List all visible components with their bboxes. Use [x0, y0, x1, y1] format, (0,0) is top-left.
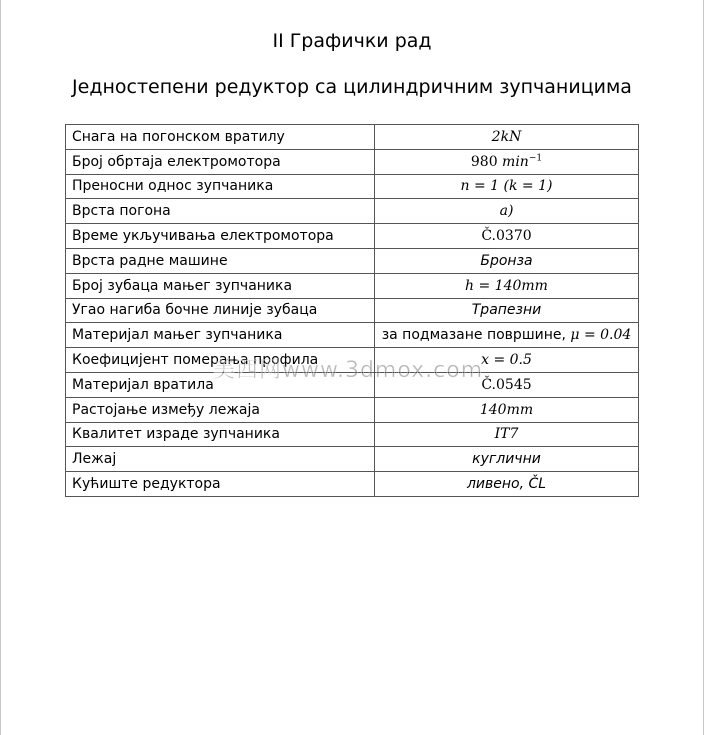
parameter-value-text: Č.0370	[481, 228, 532, 245]
parameter-label: Угао нагиба бочне линије зубаца	[66, 298, 375, 323]
parameter-label: Кућиште редуктора	[66, 472, 375, 497]
parameter-label: Коефицијент померања профила	[66, 348, 375, 373]
parameter-label: Материјал мањег зупчаника	[66, 323, 375, 348]
document-subtitle: Једностепени редуктор са цилиндричним зупчаницима	[72, 76, 632, 98]
parameter-value	[375, 298, 639, 323]
watermark: 美西网www.3dmox.com	[213, 358, 484, 383]
table-row	[66, 273, 639, 298]
table-row	[66, 174, 639, 199]
parameter-value-exponent: −1	[528, 153, 543, 164]
parameter-value	[375, 149, 639, 174]
parameter-label: Снага на погонском вратилу	[66, 125, 375, 150]
parameter-value	[375, 397, 639, 422]
table-row	[66, 348, 639, 373]
table-row	[66, 472, 639, 497]
parameter-value-text: IT7	[494, 426, 519, 443]
parameter-value-text: 2kN	[491, 128, 522, 145]
document-title: II Графички рад	[272, 30, 432, 52]
table-row	[66, 298, 639, 323]
parameter-label: Време укључивања електромотора	[66, 224, 375, 249]
table-row	[66, 447, 639, 472]
parameter-value-text: n = 1 (k = 1)	[460, 178, 553, 195]
parameter-value-text: 980	[470, 153, 503, 170]
table-row	[66, 323, 639, 348]
parameter-value	[375, 174, 639, 199]
table-row	[66, 199, 639, 224]
parameter-value-text: h = 140mm	[465, 277, 548, 294]
parameters-table	[65, 124, 639, 497]
table-row	[66, 224, 639, 249]
parameter-value	[375, 372, 639, 397]
parameter-value-text: Трапезни	[471, 302, 542, 319]
parameter-value	[375, 199, 639, 224]
parameter-value-text: Č.0545	[481, 376, 532, 393]
parameter-value-text: куглични	[472, 451, 541, 468]
table-row	[66, 372, 639, 397]
parameter-value-text: a)	[499, 203, 514, 220]
table-row	[66, 422, 639, 447]
parameter-label: Број зубаца мањег зупчаника	[66, 273, 375, 298]
parameter-value	[375, 323, 639, 348]
parameter-value	[375, 248, 639, 273]
parameters-table-body	[66, 125, 639, 497]
table-row	[66, 149, 639, 174]
parameter-value	[375, 224, 639, 249]
table-row	[66, 397, 639, 422]
parameter-value	[375, 472, 639, 497]
parameter-value	[375, 348, 639, 373]
table-row	[66, 248, 639, 273]
parameter-value	[375, 447, 639, 472]
parameter-label: Врста погона	[66, 199, 375, 224]
parameter-label: Материјал вратила	[66, 372, 375, 397]
parameter-value-text: ливено, ČL	[466, 476, 547, 493]
parameter-value	[375, 422, 639, 447]
parameter-value	[375, 125, 639, 150]
parameter-label: Лежај	[66, 447, 375, 472]
parameter-value-text: за подмазане површине,	[381, 327, 571, 344]
parameter-label: Преносни однос зупчаника	[66, 174, 375, 199]
parameter-value-unit: min	[502, 153, 529, 170]
parameter-label: Растојање између лежаја	[66, 397, 375, 422]
table-row	[66, 125, 639, 150]
parameter-value	[375, 273, 639, 298]
parameter-label: Број обртаја електромотора	[66, 149, 375, 174]
parameter-label: Квалитет израде зупчаника	[66, 422, 375, 447]
parameter-value-text: Бронза	[480, 252, 533, 269]
parameter-value-coefficient: μ = 0.04	[570, 327, 632, 344]
parameter-value-text: 140mm	[479, 401, 534, 418]
parameter-value-text: x = 0.5	[481, 352, 532, 369]
parameter-label: Врста радне машине	[66, 248, 375, 273]
